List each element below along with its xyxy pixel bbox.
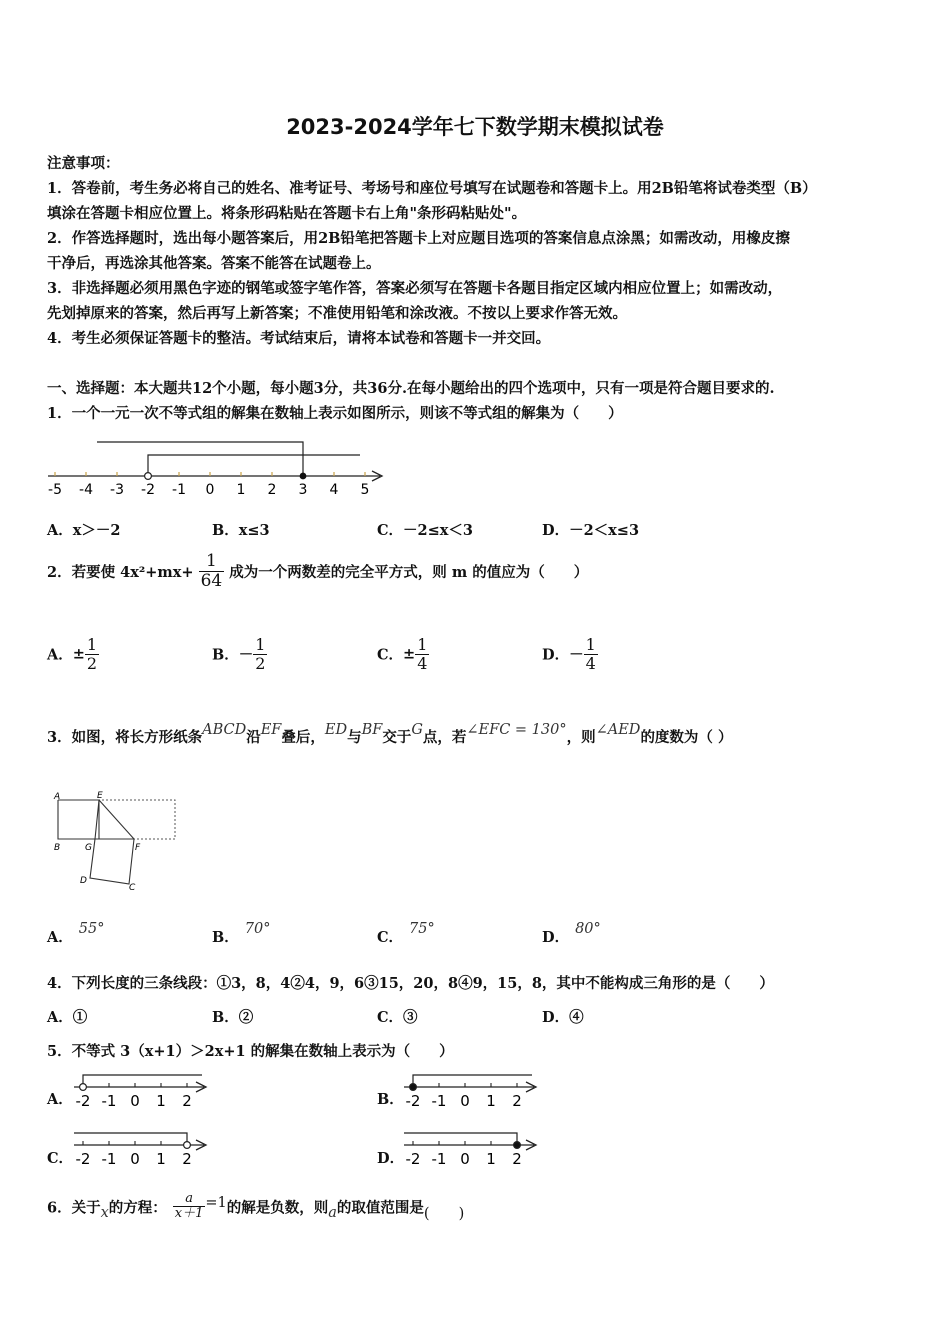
option-letter: D． <box>542 522 570 539</box>
tick-label: -2 <box>75 1092 91 1110</box>
option-text: －2＜x≤3 <box>569 522 640 539</box>
denominator: 4 <box>417 653 428 673</box>
option-letter: D． <box>542 646 570 664</box>
notice-line: 3．非选择题必须用黑色字迹的钢笔或签字笔作答，答案必须写在答题卡各题目指定区域内相应位置上；如需改动， <box>47 280 783 297</box>
math-a: a <box>328 1204 337 1221</box>
notice-heading: 注意事项： <box>47 155 120 172</box>
option-letter: A． <box>47 522 73 539</box>
tick-label: -1 <box>431 1150 447 1168</box>
tick-label: -4 <box>79 482 93 498</box>
q3-folded-paper-figure <box>48 788 183 892</box>
tick-label: -2 <box>75 1150 91 1168</box>
option-text: 75° <box>409 921 435 937</box>
denominator: 64 <box>200 570 223 591</box>
stem-text: 的解是负数，则 <box>226 1199 329 1217</box>
option-letter: A． <box>47 646 73 664</box>
option-letter: D． <box>542 1009 570 1026</box>
tick-label: 0 <box>460 1150 470 1168</box>
tick-label: 3 <box>298 482 308 498</box>
q2-option-c <box>377 636 429 672</box>
label-d: D <box>80 876 87 886</box>
option-letter: A． <box>47 1091 73 1108</box>
tick-label: 1 <box>236 482 246 498</box>
question-4-stem: 4．下列长度的三条线段：①3，8，4②4，9，6③15，20，8④9，15，8，其中不能构成三角形的是（ ） <box>47 975 774 992</box>
notice-line: 填涂在答题卡相应位置上。将条形码粘贴在答题卡右上角"条形码粘贴处"。 <box>47 205 527 222</box>
tick-label: 1 <box>486 1150 496 1168</box>
option-text: ① <box>72 1009 88 1026</box>
tick-label: -5 <box>48 482 62 498</box>
tick-label: -2 <box>141 482 155 498</box>
q5-number-line-a <box>70 1070 210 1110</box>
math-equals: =1 <box>205 1194 227 1211</box>
option-letter: B． <box>212 929 239 946</box>
denominator: x＋1 <box>174 1206 204 1222</box>
option-fraction <box>253 636 267 672</box>
math-g: G <box>411 722 423 738</box>
option-letter: B． <box>212 522 239 539</box>
tick-label: 2 <box>182 1150 192 1168</box>
label-c: C <box>129 883 136 892</box>
question-5-stem: 5．不等式 3（x+1）＞2x+1 的解集在数轴上表示为（ ） <box>47 1043 454 1060</box>
tick-label: 1 <box>156 1150 166 1168</box>
option-letter: A． <box>47 929 73 946</box>
tick-label: -2 <box>405 1150 421 1168</box>
question-3-stem <box>47 722 733 747</box>
option-letter: B． <box>212 646 239 664</box>
stem-text: ，则 <box>566 729 596 746</box>
question-2-stem <box>47 552 588 590</box>
denominator: 4 <box>585 653 596 673</box>
tick-label: -1 <box>101 1150 117 1168</box>
question-6-stem <box>47 1192 464 1222</box>
question-1-stem: 1．一个一元一次不等式组的解集在数轴上表示如图所示，则该不等式组的解集为（ ） <box>47 405 623 422</box>
label-a: A <box>54 792 61 802</box>
q2-option-b <box>212 636 267 672</box>
option-fraction <box>584 636 598 672</box>
notice-line: 先划掉原来的答案，然后再写上新答案；不准使用铅笔和涂改液。不按以上要求作答无效。 <box>47 305 627 322</box>
q5-number-line-d <box>400 1128 540 1168</box>
solution-ray <box>83 1075 202 1087</box>
label-e: E <box>97 791 103 801</box>
option-letter: C． <box>377 929 404 946</box>
option-letter: C． <box>377 522 404 539</box>
option-fraction <box>415 636 429 672</box>
q5-number-line-c <box>70 1128 210 1168</box>
closed-point <box>300 473 307 480</box>
stem-text: 的取值范围是 <box>336 1199 424 1217</box>
q6-fraction <box>173 1192 206 1222</box>
math-bf: BF <box>361 722 383 738</box>
option-text: ④ <box>569 1009 584 1026</box>
open-point <box>184 1142 191 1149</box>
label-b: B <box>54 843 61 853</box>
q2-option-a <box>47 636 99 672</box>
stem-text: 与 <box>347 729 362 746</box>
stem-text: 的方程： <box>108 1199 167 1217</box>
numerator: 1 <box>255 635 266 654</box>
tick-label: 2 <box>182 1092 192 1110</box>
option-letter: C． <box>377 646 404 664</box>
solution-ray <box>404 1133 517 1145</box>
label-g: G <box>85 843 92 853</box>
tick-label: 2 <box>267 482 277 498</box>
answer-paren: ( ) <box>423 1206 465 1223</box>
option-sign: － <box>569 646 584 664</box>
tick-label: 4 <box>329 482 339 498</box>
option-text: x＞－2 <box>72 522 121 539</box>
option-text: 70° <box>244 921 271 937</box>
label-f: F <box>135 843 141 853</box>
open-point <box>80 1084 87 1091</box>
option-letter: B． <box>377 1091 404 1108</box>
notice-line: 4．考生必须保证答题卡的整洁。考试结束后，请将本试卷和答题卡一并交回。 <box>47 330 551 347</box>
tick-label: 2 <box>512 1092 522 1110</box>
stem-text: 的度数为（ ） <box>640 729 733 746</box>
math-abcd: ABCD <box>202 722 247 738</box>
option-fraction <box>85 636 99 672</box>
option-letter: B． <box>212 1009 239 1026</box>
tick-label: 1 <box>486 1092 496 1110</box>
denominator: 2 <box>255 653 266 673</box>
denominator: 2 <box>86 653 98 673</box>
option-text: ② <box>238 1009 254 1026</box>
open-point <box>145 473 152 480</box>
closed-point <box>514 1142 521 1149</box>
option-letter: D． <box>377 1150 405 1167</box>
numerator: a <box>173 1192 206 1207</box>
option-text: －2≤x＜3 <box>403 522 474 539</box>
math-x: x <box>100 1204 109 1221</box>
option-sign: － <box>238 646 254 664</box>
notice-line: 干净后，再选涂其他答案。答案不能答在试题卷上。 <box>47 255 381 272</box>
q2-stem-a: 2．若要使 4x²+mx+ <box>47 563 194 581</box>
q2-stem-b: 成为一个两数差的完全平方式，则 m 的值应为（ ） <box>229 563 589 581</box>
math-angle-aed: ∠AED <box>595 722 641 738</box>
tick-label: 0 <box>130 1092 140 1110</box>
page-title: 2023-2024学年七下数学期末模拟试卷 <box>286 115 664 139</box>
option-text: 80° <box>575 921 601 937</box>
notice-line: 1．答卷前，考生务必将自己的姓名、准考证号、考场号和座位号填写在试题卷和答题卡上。用2B铅笔将试卷类型（B） <box>47 180 817 197</box>
tick-label: -2 <box>405 1092 421 1110</box>
tick-label: 0 <box>205 482 215 498</box>
numerator: 1 <box>585 635 596 654</box>
numerator: 1 <box>417 635 428 654</box>
notice-line: 2．作答选择题时，选出每小题答案后，用2B铅笔把答题卡上对应题目选项的答案信息点涂黑；如需改动，用橡皮擦 <box>47 230 790 247</box>
stem-text: 点，若 <box>422 729 467 746</box>
stem-text: 3．如图，将长方形纸条 <box>47 729 203 746</box>
option-sign: ± <box>403 645 416 663</box>
q2-option-d <box>542 636 598 672</box>
numerator: 1 <box>86 635 98 654</box>
tick-label: -1 <box>172 482 186 498</box>
math-ed: ED <box>324 722 348 738</box>
stem-text: 沿 <box>246 729 261 746</box>
section-heading: 一、选择题：本大题共12个小题，每小题3分，共36分.在每小题给出的四个选项中，只有一项是符合题目要求的. <box>47 380 775 397</box>
stem-text: 6．关于 <box>47 1199 101 1217</box>
math-ef: EF <box>260 722 282 738</box>
numerator: 1 <box>199 552 225 572</box>
math-angle-efc: ∠EFC = 130° <box>466 722 567 738</box>
option-letter: D． <box>542 929 570 946</box>
tick-label: -1 <box>101 1092 117 1110</box>
q1-number-line <box>40 436 390 500</box>
tick-label: 5 <box>360 482 370 498</box>
stem-text: 交于 <box>382 729 412 746</box>
tick-label: 0 <box>130 1150 140 1168</box>
stem-text: 叠后， <box>281 729 325 746</box>
closed-point <box>410 1084 417 1091</box>
option-text: ③ <box>403 1009 418 1026</box>
option-letter: C． <box>377 1009 404 1026</box>
tick-label: 0 <box>460 1092 470 1110</box>
tick-label: -3 <box>110 482 124 498</box>
tick-label: 1 <box>156 1092 166 1110</box>
tick-label: -1 <box>431 1092 447 1110</box>
q2-fraction <box>199 552 225 590</box>
tick-label: 2 <box>512 1150 522 1168</box>
q5-number-line-b <box>400 1070 540 1110</box>
solution-ray <box>74 1133 187 1145</box>
option-letter: A． <box>47 1009 73 1026</box>
option-sign: ± <box>72 645 85 663</box>
option-text: 55° <box>78 921 105 937</box>
solution-ray <box>413 1075 532 1087</box>
option-letter: C． <box>47 1150 74 1167</box>
option-text: x≤3 <box>238 522 270 539</box>
